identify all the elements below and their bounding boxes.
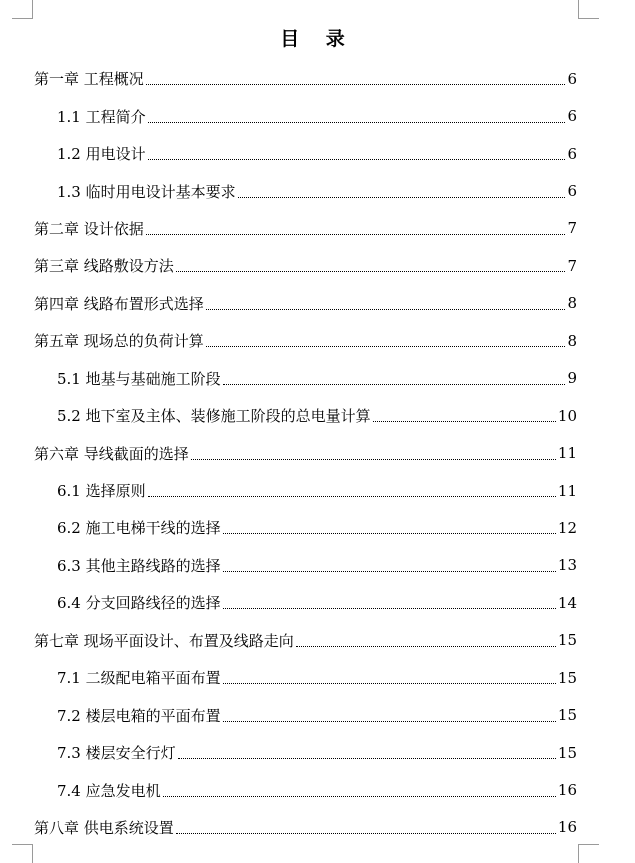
toc-dot-leader <box>163 796 556 797</box>
toc-entry[interactable] <box>34 809 577 846</box>
toc-entry-page-number: 16 <box>557 781 577 800</box>
toc-entry-page-number: 8 <box>567 331 577 350</box>
page-corner-mark-top-left <box>12 0 33 19</box>
toc-entry[interactable] <box>34 360 577 397</box>
page-corner-mark-bottom-right <box>578 844 599 863</box>
toc-entry-page-number: 15 <box>557 743 577 762</box>
toc-entry[interactable] <box>34 397 577 434</box>
toc-entry-text: 第一章 工程概况 <box>34 70 144 89</box>
toc-entry-page-number: 8 <box>567 294 577 313</box>
toc-dot-leader <box>223 384 566 385</box>
toc-dot-leader <box>223 608 556 609</box>
toc-entry-page-number: 13 <box>557 556 577 575</box>
toc-dot-leader <box>148 159 566 160</box>
toc-entry-page-number: 7 <box>567 256 577 275</box>
toc-entry-page-number: 9 <box>567 369 577 388</box>
toc-entry[interactable] <box>34 472 577 509</box>
toc-entry[interactable] <box>34 322 577 359</box>
toc-entry-text: 第六章 导线截面的选择 <box>34 444 189 463</box>
toc-entry[interactable] <box>34 434 577 471</box>
toc-entry-text: 1.1 工程简介 <box>57 107 146 126</box>
toc-entry-page-number: 10 <box>557 406 577 425</box>
toc-dot-leader <box>146 234 566 235</box>
toc-entry[interactable] <box>34 247 577 284</box>
toc-entry-page-number: 14 <box>557 593 577 612</box>
toc-entry[interactable] <box>34 97 577 134</box>
page-corner-mark-top-right <box>578 0 599 19</box>
toc-entry[interactable] <box>34 210 577 247</box>
toc-dot-leader <box>373 421 556 422</box>
toc-entry-page-number: 15 <box>557 706 577 725</box>
toc-entry-text: 7.3 楼层安全行灯 <box>57 744 176 763</box>
toc-entry-text: 7.1 二级配电箱平面布置 <box>57 669 221 688</box>
toc-dot-leader <box>238 197 566 198</box>
toc-entry[interactable] <box>34 135 577 172</box>
toc-entry-page-number: 11 <box>557 444 577 463</box>
toc-entry[interactable] <box>34 771 577 808</box>
toc-entry-page-number: 6 <box>567 144 577 163</box>
toc-entry[interactable] <box>34 622 577 659</box>
toc-dot-leader <box>223 571 556 572</box>
toc-entry-page-number: 15 <box>557 668 577 687</box>
toc-entry[interactable] <box>34 734 577 771</box>
toc-title: 目 录 <box>280 28 355 50</box>
toc-dot-leader <box>148 122 566 123</box>
toc-entry[interactable] <box>34 60 577 97</box>
toc-entry[interactable] <box>34 584 577 621</box>
toc-dot-leader <box>146 84 566 85</box>
toc-entry-text: 第四章 线路布置形式选择 <box>34 294 204 313</box>
toc-entry-text: 第七章 现场平面设计、布置及线路走向 <box>34 631 294 650</box>
page-corner-mark-bottom-left <box>12 844 33 863</box>
toc-entry[interactable] <box>34 659 577 696</box>
toc-entry-text: 6.2 施工电梯干线的选择 <box>57 519 221 538</box>
toc-entry-text: 第三章 线路敷设方法 <box>34 257 174 276</box>
toc-entry-text: 第八章 供电系统设置 <box>34 818 174 837</box>
toc-entry-page-number: 12 <box>557 518 577 537</box>
toc-dot-leader <box>148 496 556 497</box>
table-of-contents <box>34 60 577 846</box>
toc-entry-text: 7.4 应急发电机 <box>57 781 161 800</box>
toc-entry-page-number: 16 <box>557 818 577 837</box>
toc-dot-leader <box>296 646 556 647</box>
toc-dot-leader <box>223 721 556 722</box>
toc-entry[interactable] <box>34 172 577 209</box>
toc-entry[interactable] <box>34 285 577 322</box>
toc-entry-text: 7.2 楼层电箱的平面布置 <box>57 706 221 725</box>
toc-entry-text: 6.3 其他主路线路的选择 <box>57 556 221 575</box>
toc-dot-leader <box>223 683 556 684</box>
toc-entry-text: 5.1 地基与基础施工阶段 <box>57 369 221 388</box>
toc-dot-leader <box>176 271 566 272</box>
toc-entry-page-number: 11 <box>557 481 577 500</box>
toc-entry[interactable] <box>34 547 577 584</box>
toc-entry[interactable] <box>34 696 577 733</box>
toc-entry-page-number: 7 <box>567 219 577 238</box>
toc-entry[interactable] <box>34 509 577 546</box>
toc-entry-text: 第五章 现场总的负荷计算 <box>34 332 204 351</box>
toc-entry-text: 1.2 用电设计 <box>57 145 146 164</box>
toc-entry-text: 6.1 选择原则 <box>57 482 146 501</box>
toc-dot-leader <box>206 309 566 310</box>
toc-entry-page-number: 6 <box>567 107 577 126</box>
toc-dot-leader <box>206 346 566 347</box>
toc-entry-page-number: 15 <box>557 631 577 650</box>
toc-entry-text: 第二章 设计依据 <box>34 219 144 238</box>
toc-entry-text: 1.3 临时用电设计基本要求 <box>57 182 236 201</box>
toc-dot-leader <box>176 833 556 834</box>
toc-dot-leader <box>191 459 556 460</box>
toc-dot-leader <box>178 758 556 759</box>
toc-entry-text: 5.2 地下室及主体、装修施工阶段的总电量计算 <box>57 407 371 426</box>
toc-entry-text: 6.4 分支回路线径的选择 <box>57 594 221 613</box>
toc-dot-leader <box>223 533 556 534</box>
toc-entry-page-number: 6 <box>567 182 577 201</box>
toc-entry-page-number: 6 <box>567 69 577 88</box>
